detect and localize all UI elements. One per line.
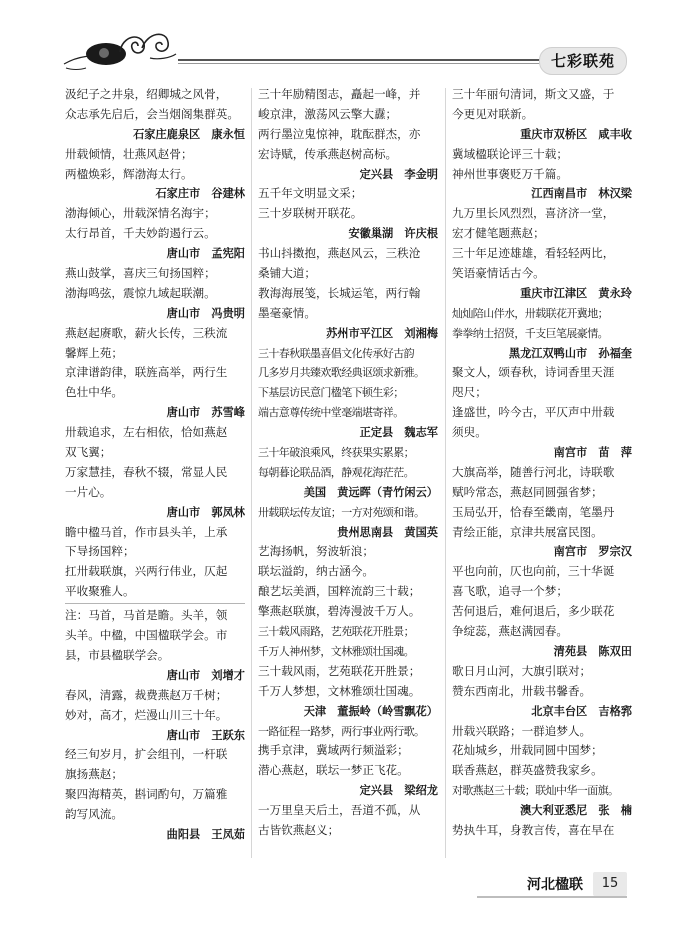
couplet-line: 渤海倾心，卅载深情名海宇； xyxy=(65,206,216,221)
couplet-line: 一片心。 xyxy=(65,484,112,499)
page-number: 15 xyxy=(593,872,627,896)
couplet-line: 聚文人，颂春秋，诗词香里天涯 xyxy=(452,365,615,380)
couplet-line: 燕赵起赓歌，薪火长传，三秩流 xyxy=(65,325,228,340)
couplet-line: 端古意尊传统中堂毫端堪寄祥。 xyxy=(258,406,404,420)
author-attribution: 定兴县 李金明 xyxy=(359,167,438,181)
couplet-line: 玉局弘开，恰春至畿南，笔墨丹 xyxy=(452,504,615,519)
couplet-line: 争绽蕊，燕赵满园春。 xyxy=(452,624,568,639)
author-attribution: 安徽巢湖 许庆根 xyxy=(348,227,438,241)
couplet-line: 千万人神州梦，文林雅颂壮国魂。 xyxy=(258,644,414,658)
couplet-line: 拳拳纳士招贤，千支巨笔展豪情。 xyxy=(452,326,608,340)
couplet-line: 京津谱韵律，联旌高举，两行生 xyxy=(65,365,228,380)
couplet-line: 韵写风流。 xyxy=(65,807,123,822)
couplet-line: 一路征程一路梦，两行事业两行歌。 xyxy=(258,724,425,738)
author-attribution: 黑龙江双鸭山市 孙福奎 xyxy=(508,346,632,360)
couplet-line: 瞻中楹马首，作市县头羊，上承 xyxy=(65,524,228,539)
couplet-line: 卅载联坛传友谊；一方对苑颂和谐。 xyxy=(258,505,425,519)
couplet-line: 注：马首，马首是瞻。头羊，领 xyxy=(65,608,228,623)
couplet-line: 双飞翼； xyxy=(65,445,112,460)
couplet-line: 墨毫豪情。 xyxy=(258,305,316,320)
couplet-line: 咫尺； xyxy=(452,385,487,400)
couplet-line: 冀域楹联论评三十载； xyxy=(452,146,568,161)
column-divider xyxy=(445,88,446,858)
couplet-line: 三十年破浪乘风，终获果实累累； xyxy=(258,446,414,460)
couplet-line: 潜心燕赵，联坛一梦正飞花。 xyxy=(258,763,409,778)
author-attribution: 江西南昌市 林汉梁 xyxy=(531,187,632,201)
couplet-line: 卅载追求，左右相依，恰如燕赵 xyxy=(65,425,228,440)
couplet-line: 五千年文明显文采； xyxy=(258,186,363,201)
couplet-line: 苦何退后，难何退后，多少联花 xyxy=(452,604,615,619)
author-attribution: 唐山市 刘增才 xyxy=(166,668,245,682)
couplet-line: 头羊。中楹，中国楹联学会。市 xyxy=(65,628,228,643)
author-attribution: 唐山市 冯贵明 xyxy=(166,306,245,320)
couplet-line: 花灿城乡，卅载同圆中国梦； xyxy=(452,743,603,758)
author-attribution: 重庆市江津区 黄永玲 xyxy=(520,286,632,300)
page-header xyxy=(0,0,690,86)
couplet-line: 对歌燕赵三十载；联灿中华一面旗。 xyxy=(452,784,619,798)
couplet-line: 平也向前，仄也向前，三十华诞 xyxy=(452,564,615,579)
couplet-line: 教海海展笺，长城运笔，两行翰 xyxy=(258,285,421,300)
couplet-line: 下基层访民意门楹笔下顿生彩； xyxy=(258,386,404,400)
publication-name: 河北楹联 xyxy=(527,877,583,893)
author-attribution: 正定县 魏志军 xyxy=(359,426,438,440)
couplet-line: 赞东西南北，卅载书馨香。 xyxy=(452,683,592,698)
couplet-line: 平收聚雅人。 xyxy=(65,584,135,599)
author-attribution: 贵州思南县 黄国英 xyxy=(337,525,438,539)
author-attribution: 唐山市 苏雪峰 xyxy=(166,406,245,420)
couplet-line: 春风，清露，裁费燕赵万千树； xyxy=(65,687,228,702)
couplet-line: 逢盛世，吟今古，平仄声中卅载 xyxy=(452,405,615,420)
couplet-line: 三十载风雨路，艺苑联花开胜景； xyxy=(258,625,414,639)
couplet-line: 馨辉上苑； xyxy=(65,345,123,360)
couplet-line: 燕山鼓掌，喜庆三旬扬国粹； xyxy=(65,266,216,281)
couplet-line: 今更见对联新。 xyxy=(452,106,534,121)
author-attribution: 苏州市平江区 刘湘梅 xyxy=(326,326,438,340)
couplet-line: 县，市县楹联学会。 xyxy=(65,647,170,662)
couplet-line: 渤海鸣弦，震惊九域起联潮。 xyxy=(65,285,216,300)
couplet-line: 擎燕赵联旗，碧涛漫波千万人。 xyxy=(258,604,421,619)
couplet-line: 三十岁联树开联花。 xyxy=(258,206,363,221)
couplet-line: 携手京津，冀域两行频溢彩； xyxy=(258,743,409,758)
couplet-line: 众志承先启后，会当烟阁集群英。 xyxy=(65,106,239,121)
couplet-line: 宏才健笔题燕赵； xyxy=(452,226,545,241)
author-attribution: 曲阳县 王凤茹 xyxy=(166,827,245,841)
couplet-line: 歌日月山河，大旗引联对； xyxy=(452,663,592,678)
couplet-line: 几多岁月共臻欢歌经典讴颂求新雅。 xyxy=(258,366,425,380)
couplet-line: 联香燕赵，群英盛赞我家乡。 xyxy=(452,763,603,778)
author-attribution: 石家庄市 谷建林 xyxy=(155,187,245,201)
author-attribution: 唐山市 孟宪阳 xyxy=(166,247,245,261)
text-column-3 xyxy=(452,85,632,841)
couplet-line: 下导扬国粹； xyxy=(65,544,135,559)
couplet-line: 色壮中华。 xyxy=(65,385,123,400)
couplet-line: 卅载兴联路；一群追梦人。 xyxy=(452,723,592,738)
author-attribution: 清苑县 陈双田 xyxy=(553,644,632,658)
couplet-line: 势执牛耳，身教言传，喜在早在 xyxy=(452,822,615,837)
couplet-line: 千万人梦想，文林雅颂壮国魂。 xyxy=(258,683,421,698)
couplet-line: 三十春秋联墨喜倡文化传承好古韵 xyxy=(258,346,414,360)
couplet-line: 书山抖擞抱，燕赵风云，三秩沧 xyxy=(258,246,421,261)
author-attribution: 澳大利亚悉尼 张 楠 xyxy=(520,804,632,818)
couplet-line: 三十载风雨，艺苑联花开胜景； xyxy=(258,663,421,678)
column-divider xyxy=(251,88,252,858)
author-attribution: 天津 董振岭（岭雪飘花） xyxy=(303,704,438,718)
author-attribution: 定兴县 梁绍龙 xyxy=(359,784,438,798)
couplet-line: 大旗高举，随善行河北，诗联歌 xyxy=(452,464,615,479)
couplet-line: 三十年丽句清词，斯文又盛，于 xyxy=(452,87,615,101)
footer-rule xyxy=(477,896,627,898)
couplet-line: 妙对，高才，烂漫山川三十年。 xyxy=(65,707,228,722)
couplet-line: 万家慧挂，春秋不辍，常显人民 xyxy=(65,464,228,479)
couplet-line: 卅载倾情，壮燕风赵骨； xyxy=(65,146,193,161)
couplet-line: 每朝暮论联品酒，静观花海茫茫。 xyxy=(258,465,414,479)
couplet-line: 赋吟常态，燕赵同圆强省梦； xyxy=(452,484,603,499)
couplet-line: 太行昂首，千夫妙韵遏行云。 xyxy=(65,226,216,241)
couplet-line: 艺海扬帆，努波斩浪； xyxy=(258,544,374,559)
author-attribution: 唐山市 郭凤林 xyxy=(166,505,245,519)
couplet-line: 九万里长风烈烈，喜济济一堂， xyxy=(452,206,615,221)
author-attribution: 唐山市 王跃东 xyxy=(166,728,245,742)
couplet-line: 神州世事褒贬万千篇。 xyxy=(452,166,568,181)
author-attribution: 南宫市 苗 萍 xyxy=(553,446,632,460)
author-attribution: 南宫市 罗宗汉 xyxy=(553,545,632,559)
couplet-line: 聚四海精英，斟词酌句，万篇雅 xyxy=(65,787,228,802)
couplet-line: 喜飞歌，追寻一个梦； xyxy=(452,584,568,599)
author-attribution: 美国 黄远晖（青竹闲云） xyxy=(303,485,438,499)
couplet-line: 两楹焕彩，辉渤海太行。 xyxy=(65,166,193,181)
couplet-line: 三十年足迹雄雄，看轻轻两比， xyxy=(452,246,615,261)
header-rule xyxy=(178,59,590,61)
couplet-line: 峻京津，激荡风云擎大纛； xyxy=(258,106,398,121)
author-attribution: 石家庄鹿泉区 康永恒 xyxy=(133,127,245,141)
couplet-line: 扛卅载联旗，兴两行伟业，仄起 xyxy=(65,564,228,579)
couplet-line: 笑语豪情话古今。 xyxy=(452,266,545,281)
couplet-line: 酿艺坛美酒，国粹流韵三十载； xyxy=(258,584,421,599)
couplet-line: 灿灿陪山伴水，卅载联花开冀地； xyxy=(452,306,608,320)
couplet-line: 汲纪子之井泉，绍卿城之风骨， xyxy=(65,87,228,101)
couplet-line: 青绘正能，京津共展富民图。 xyxy=(452,524,603,539)
couplet-line: 须臾。 xyxy=(452,425,487,440)
couplet-line: 旗扬燕赵； xyxy=(65,767,123,782)
text-column-1 xyxy=(65,85,245,845)
text-column-2 xyxy=(258,85,438,841)
section-title: 七彩联苑 xyxy=(539,47,627,75)
header-rule-thin xyxy=(178,63,590,64)
couplet-line: 古皆钦燕赵义； xyxy=(258,822,340,837)
couplet-line: 宏诗赋，传承燕赵树高标。 xyxy=(258,146,398,161)
couplet-line: 联坛溢韵，纳古涵今。 xyxy=(258,564,374,579)
couplet-line: 三十年励精图志，矗起一峰，并 xyxy=(258,87,421,101)
couplet-line: 一万里皇天后土，吾道不孤，从 xyxy=(258,803,421,818)
couplet-line: 桑铺大道； xyxy=(258,266,316,281)
couplet-line: 经三旬岁月，扩会组刊，一杆联 xyxy=(65,747,228,762)
swirl-ornament-icon xyxy=(58,24,178,76)
couplet-line: 两行墨泣鬼惊神，耽酝群杰，亦 xyxy=(258,126,421,141)
author-attribution: 北京丰台区 吉格郛 xyxy=(531,704,632,718)
author-attribution: 重庆市双桥区 咸丰收 xyxy=(520,127,632,141)
note-divider xyxy=(65,603,245,604)
